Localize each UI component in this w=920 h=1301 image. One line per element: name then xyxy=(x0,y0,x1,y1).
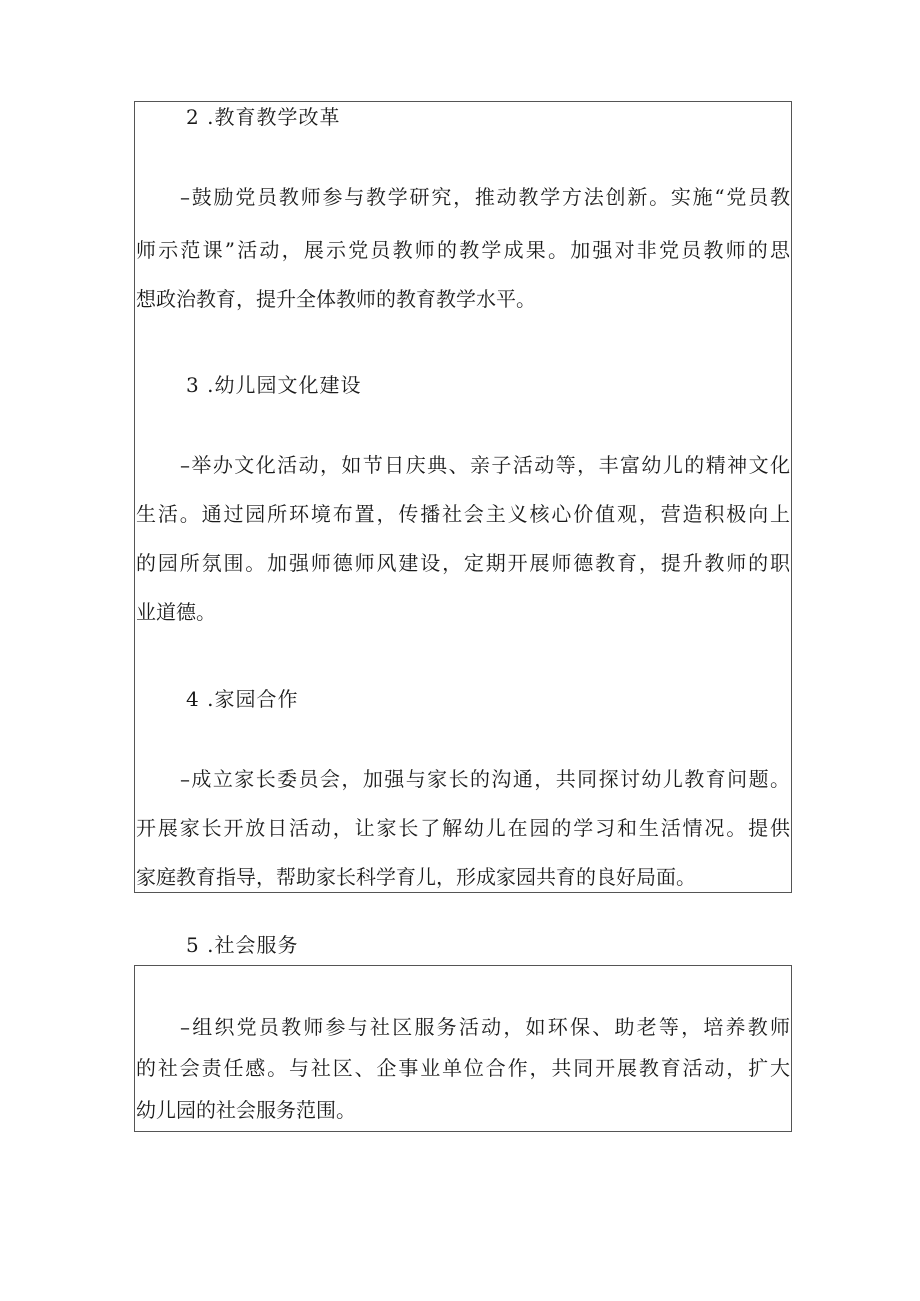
paragraph-line: 师示范课”活动，展示党员教师的教学成果。加强对非党员教师的思 xyxy=(136,238,790,262)
paragraph-line: 生活。通过园所环境布置，传播社会主义核心价值观，营造积极向上 xyxy=(136,502,790,526)
paragraph-line: –鼓励党员教师参与教学研究，推动教学方法创新。实施“党员教 xyxy=(180,185,790,209)
paragraph-line: 业道德。 xyxy=(136,600,216,624)
paragraph-line: –举办文化活动，如节日庆典、亲子活动等，丰富幼儿的精神文化 xyxy=(180,453,790,477)
section-heading: 5 .社会服务 xyxy=(186,933,299,957)
section-heading: 3 .幼儿园文化建设 xyxy=(186,373,362,397)
section-heading: 2 .教育教学改革 xyxy=(186,105,341,129)
paragraph-line: 开展家长开放日活动，让家长了解幼儿在园的学习和生活情况。提供 xyxy=(136,816,790,840)
paragraph-line: 的社会责任感。与社区、企事业单位合作，共同开展教育活动，扩大 xyxy=(136,1056,790,1080)
paragraph-line: 家庭教育指导，帮助家长科学育儿，形成家园共育的良好局面。 xyxy=(136,865,696,889)
paragraph-line: –成立家长委员会，加强与家长的沟通，共同探讨幼儿教育问题。 xyxy=(180,767,790,791)
paragraph-line: –组织党员教师参与社区服务活动，如环保、助老等，培养教师 xyxy=(180,1015,790,1039)
paragraph-line: 想政治教育，提升全体教师的教育教学水平。 xyxy=(136,287,536,311)
paragraph-line: 的园所氛围。加强师德师风建设，定期开展师德教育，提升教师的职 xyxy=(136,551,790,575)
section-heading: 4 .家园合作 xyxy=(186,687,299,711)
paragraph-line: 幼儿园的社会服务范围。 xyxy=(136,1098,356,1122)
